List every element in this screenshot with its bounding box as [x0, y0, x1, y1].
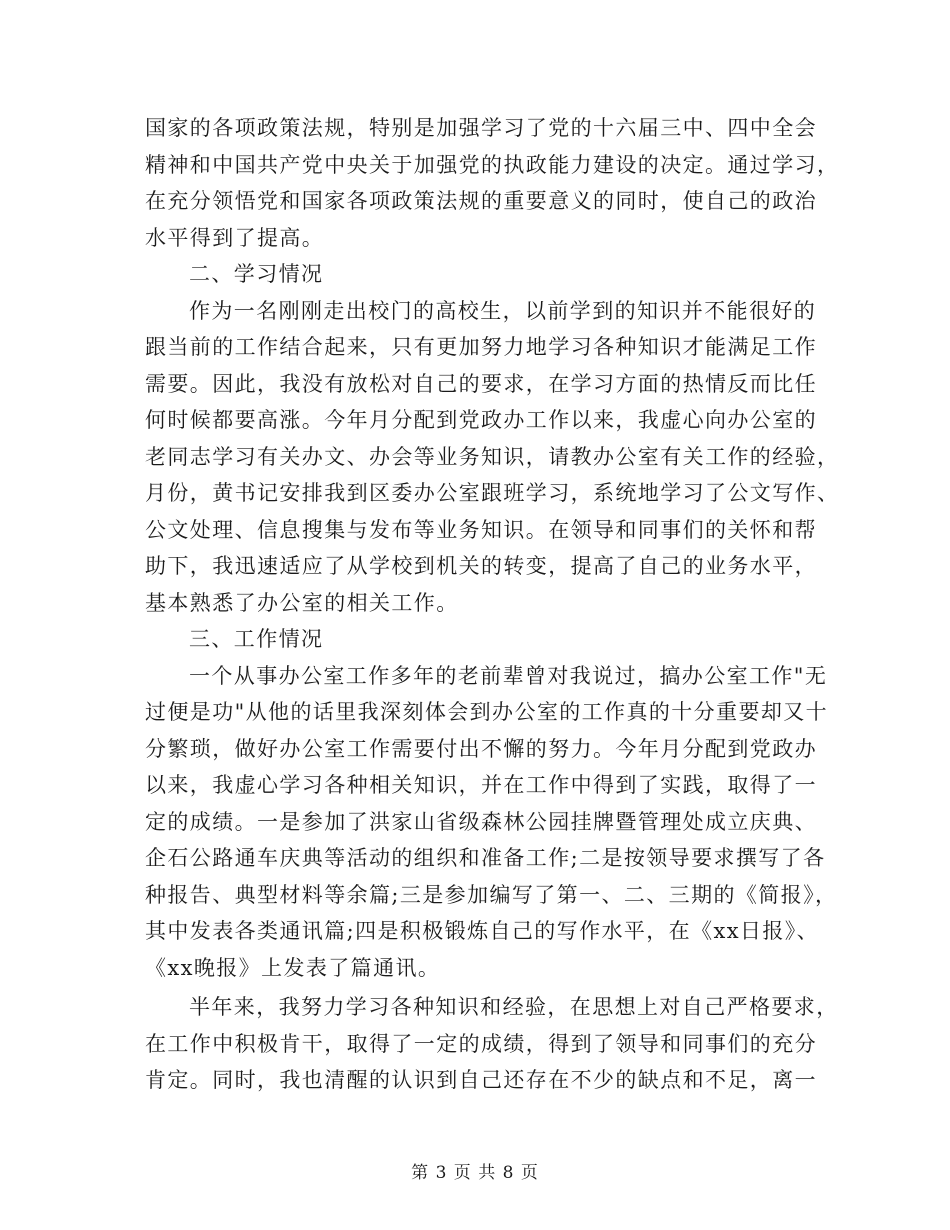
text-line: 一个从事办公室工作多年的老前辈曾对我说过，搞办公室工作"无 [189, 663, 828, 688]
text-line: 以来，我虚心学习各种相关知识，并在工作中得到了实践，取得了一 [145, 773, 817, 797]
text-line: 水平得到了提高。 [145, 225, 325, 250]
text-line: 作为一名刚刚走出校门的高校生，以前学到的知识并不能很好的 [189, 298, 817, 323]
section-heading-study: 二、学习情况 [189, 262, 324, 286]
text-line: 《xx晚报》上发表了篇通讯。 [145, 955, 441, 980]
text-line: 需要。因此，我没有放松对自己的要求，在学习方面的热情反而比任 [145, 371, 817, 396]
text-line: 月份，黄书记安排我到区委办公室跟班学习，系统地学习了公文写作、 [145, 481, 840, 505]
text-line: 在工作中积极肯干，取得了一定的成绩，得到了领导和同事们的充分 [145, 1031, 817, 1056]
page-number-footer: 第 3 页 共 8 页 [411, 1163, 539, 1183]
text-line: 基本熟悉了办公室的相关工作。 [145, 590, 459, 615]
text-line: 企石公路通车庆典等活动的组织和准备工作;二是按领导要求撰写了各 [145, 846, 826, 870]
text-line: 老同志学习有关办文、办会等业务知识，请教办公室有关工作的经验， [145, 444, 840, 469]
document-body [145, 110, 840, 1099]
text-line: 助下，我迅速适应了从学校到机关的转变，提高了自己的业务水平， [145, 554, 817, 578]
text-line: 在充分领悟党和国家各项政策法规的重要意义的同时，使自己的政治 [145, 189, 817, 213]
text-line: 何时候都要高涨。今年月分配到党政办工作以来，我虚心向办公室的 [145, 408, 817, 432]
text-line: 其中发表各类通讯篇;四是积极锻炼自己的写作水平，在《xx日报》、 [145, 919, 820, 943]
text-line: 种报告、典型材料等余篇;三是参加编写了第一、二、三期的《简报》， [145, 882, 838, 907]
text-line: 定的成绩。一是参加了洪家山省级森林公园挂牌暨管理处成立庆典、 [145, 809, 817, 834]
text-line: 半年来，我努力学习各种知识和经验，在思想上对自己严格要求， [189, 995, 839, 1019]
text-line: 肯定。同时，我也清醒的认识到自己还存在不少的缺点和不足，离一 [145, 1068, 817, 1092]
text-line: 公文处理、信息搜集与发布等业务知识。在领导和同事们的关怀和帮 [145, 517, 817, 542]
text-line: 国家的各项政策法规，特别是加强学习了党的十六届三中、四中全会 [145, 116, 817, 140]
text-line: 精神和中国共产党中央关于加强党的执政能力建设的决定。通过学习， [145, 152, 840, 177]
text-line: 跟当前的工作结合起来，只有更加努力地学习各种知识才能满足工作 [145, 335, 817, 359]
text-line: 分繁琐，做好办公室工作需要付出不懈的努力。今年月分配到党政办 [145, 736, 817, 761]
section-heading-work: 三、工作情况 [189, 627, 324, 651]
text-line: 过便是功"从他的话里我深刻体会到办公室的工作真的十分重要却又十 [145, 700, 829, 724]
